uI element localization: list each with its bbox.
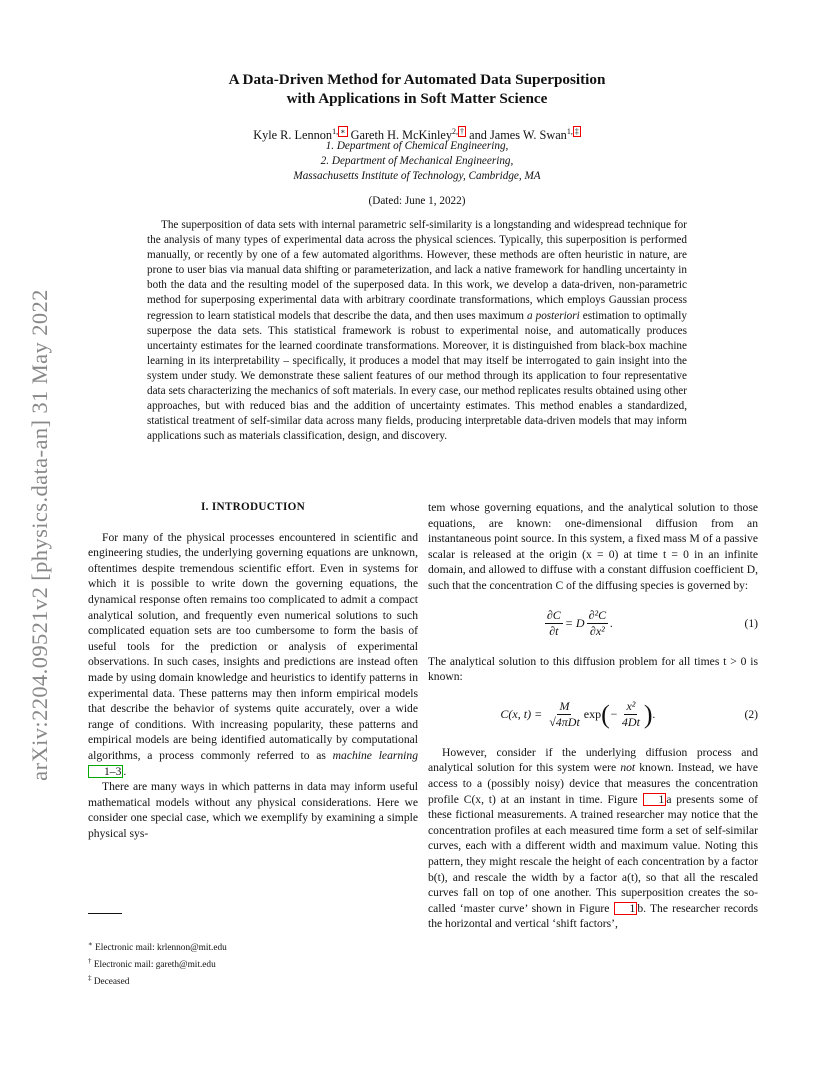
equation-2: C(x, t) = $\frac{M}{\text{√4πDt}}$ exp ( − $\frac{\text{x²}}{4Dt}$ ) . (2) [500,699,758,730]
dated-line: (Dated: June 1, 2022) [368,195,466,207]
footnote-1 [88,938,418,955]
equation-1 [428,602,758,646]
author-2-affil: 2, [452,127,459,136]
author-2: Gareth H. McKinley [350,128,453,143]
abstract-text-2: estimation to optimally superpose the data sets. This statistical framework is robust to experimental noise, and automatically produces uncertainty estimates for the learned coordinate transformations. Moreover, it is distinguished from black-box machine learning in its interpretability – specifically, it produces a model that may itself be interrogated to gain insight into the system under study. We demonstrate these salient features of our method through its application to four representative data sets characterizing the mechanics of soft materials. In every case, our method replicates results obtained using other approaches, but with reduced bias and the addition of uncertainty estimates. This method enables a standardized, statistical treatment of self-similar data across many fields, producing interpretable data-driven models that may inform applications such as materials classification, design, and discovery. [147,309,687,443]
eq2-numerator-2: x² [626,699,636,714]
eq2-exp: exp [583,706,602,721]
eq1-end: . [610,615,614,630]
affiliation-3: Massachusetts Institute of Technology, Cambridge, MA [293,170,541,182]
footnote-3-mark: ‡ [88,974,92,983]
eq1-rhs-numerator: ∂²C [588,608,607,623]
arxiv-identifier: arXiv:2204.09521v2 [physics.data-an] 31 May 2022 [27,289,52,781]
right-p3-text-c: a presents some of these fictional measurements. A trained researcher may notice that the concentration profiles at each measured time form a set of self-similar curves, each with a different width and maximum value. Noting this pattern, they might rescale the height of each concentration by a factor b(t), and rescale the width by a factor a(t), so that all the rescaled curves fall on top of one another. This superposition creates the so-called ‘master curve’ shown in Figure [428,792,758,915]
right-p3-text-a: However, consider if the underlying diffusion process and analytical solution for this system were [428,745,758,775]
eq1-rhs-denominator: ∂x² [589,624,605,639]
title-line-2: with Applications in Soft Matter Science [286,90,548,107]
footnote-3-text: Deceased [91,977,130,988]
eq1-lhs-denominator: ∂t [549,624,559,639]
intro-paragraph-2: There are many ways in which patterns in data may inform useful mathematical models without any physical considerations. Here we consider one special case, which we exemplify by examining a simple physical sys- [88,780,418,840]
figure-1-link-b[interactable]: 1 [614,902,638,915]
right-p3-emphasis: not [620,761,636,775]
intro-p1-emphasis: machine learning [332,748,418,762]
left-column [88,500,418,841]
footnote-rule [88,913,122,914]
intro-p1-text: For many of the physical processes encountered in scientific and engineering studies, the underlying governing equations are unknown, oftentimes despite tremendous scientific effort. Even in systems for which it is possible to write down the governing equations, the dynamical response often remains too complicated to admit a compact analytical solution, and frequently even numerical solutions to such complicated equation sets are too cumbersome to form the basis of useful tools for the prediction or analysis of experimental observations. In such cases, insights and predictions are instead often made by using domain knowledge and heuristics to identify patterns in experimental data. These patterns may then inform empirical models that describe the behavior of systems quite accurately, over a wide range of conditions. With increasing popularity, these patterns and empirical models are being identified automatically by computational algorithms, a process commonly referred to as [88,530,418,762]
eq1-lhs-numerator: ∂C [546,608,561,623]
author-3-affil: 1, [566,127,573,136]
right-p3-text-b: known. Instead, we have access to a (possibly noisy) device that measures the concentration profile C(x, t) at an instant in time. Figure [428,761,758,806]
footnote-2-mark: † [88,957,92,966]
author-3: James W. Swan [489,128,567,143]
eq2-denominator-2: 4Dt [621,715,640,730]
equation-2-number: (2) [744,707,758,721]
abstract-emphasis: a posteriori [527,309,580,322]
abstract [147,218,687,444]
footnotes [88,938,418,989]
author-1-affil: 1, [332,127,339,136]
title-line-1: A Data-Driven Method for Automated Data Superposition [228,71,606,88]
author-1: Kyle R. Lennon [253,128,333,143]
eq2-end: . [652,706,656,721]
author-and: and [469,128,487,143]
section-heading-introduction: I. INTRODUCTION [201,501,305,513]
eq2-numerator-1: M [559,699,570,714]
author-2-footnote-link[interactable]: † [460,127,465,136]
paper-title [130,70,704,108]
intro-p1-end: . [123,764,127,778]
right-paragraph-2: The analytical solution to this diffusion problem for all times t > 0 is known: [428,654,758,684]
affiliation-1: 1. Department of Chemical Engineering, [325,140,509,152]
footnote-2 [88,955,418,972]
eq2-minus: − [609,706,618,721]
right-paragraph-1: tem whose governing equations, and the analytical solution to those equations, are known: one-dimensional diffusion from an instantaneous point source. In this system, a fixed mass M of a passive scalar is released at the origin (x = 0) at time t = 0 in an infinite domain, and allowed to diffuse with a constant diffusion coefficient D, such that the concentration C of the diffusing species is governed by: [428,501,758,592]
author-1-footnote-link[interactable]: ∗ [340,127,346,136]
abstract-text-1: The superposition of data sets with internal parametric self-similarity is a longstanding and widespread technique for the analysis of many types of experimental data across the physical sciences. Typically, this superposition is performed manually, or recently by one of a few automated algorithms. However, these methods are often heuristic in nature, are prone to user bias via manual data shifting or parameterization, and lack a native framework for handling uncertainty in both the data and the resulting model of the superposed data. In this work, we develop a data-driven, non-parametric method for superposing experimental data with arbitrary coordinate transformations, which employs Gaussian process regression to learn statistical models that describe the data, and then uses maximum [147,219,687,322]
citation-link-1-3[interactable]: 1–3 [88,765,123,778]
footnote-3 [88,972,418,989]
eq1-equals-d: = D [564,615,585,630]
right-column [428,500,758,932]
author-3-footnote-link[interactable]: ‡ [574,127,579,136]
equation-1-number: (1) [744,616,758,630]
footnote-2-text: Electronic mail: gareth@mit.edu [91,960,216,971]
intro-paragraph-1 [88,530,418,780]
eq2-lhs: C(x, t) = [500,706,543,721]
affiliations [130,139,704,184]
arxiv-sidebar [22,240,58,830]
figure-1-link-a[interactable]: 1 [643,793,667,806]
footnote-1-text: Electronic mail: krlennon@mit.edu [92,943,227,954]
footnote-1-mark: ∗ [88,940,93,948]
eq2-denominator-1: √4πDt [549,715,580,730]
affiliation-2: 2. Department of Mechanical Engineering, [320,155,514,167]
right-p3-text-d: b. The researcher records the horizontal and vertical ‘shift factors’, [428,901,758,931]
right-paragraph-3 [428,745,758,932]
